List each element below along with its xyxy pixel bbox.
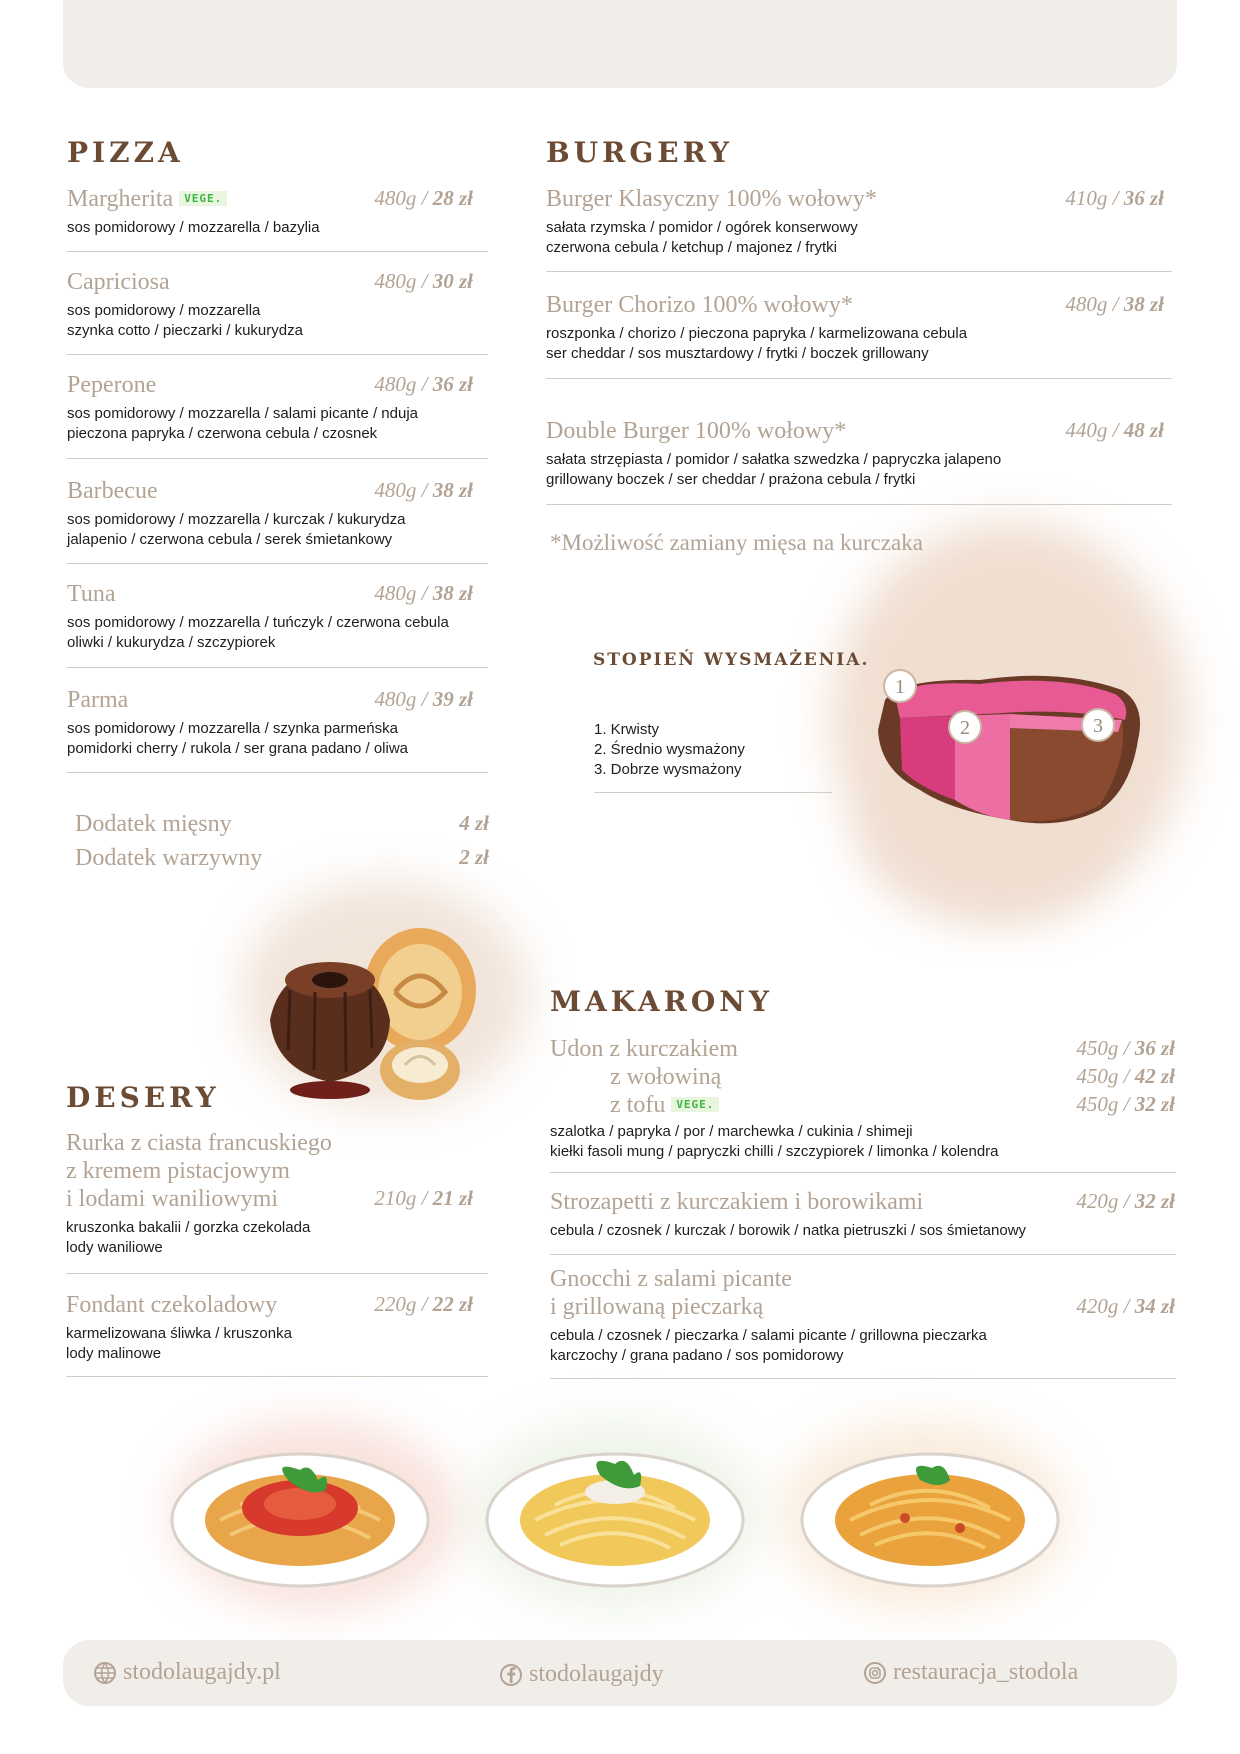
menu-item xyxy=(66,1130,473,1258)
item-price: 210g / 21 zł xyxy=(374,1186,473,1210)
menu-item xyxy=(67,581,473,653)
item-name: Gnocchi z salami picante xyxy=(550,1266,792,1292)
menu-item xyxy=(67,372,473,444)
menu-item xyxy=(546,418,1164,490)
item-name: z wołowiną xyxy=(610,1064,722,1090)
item-name: Udon z kurczakiem xyxy=(550,1036,738,1062)
item-description: sos pomidorowy / mozzarella / salami picante / nduja pieczona papryka / czerwona cebula / czosnek xyxy=(67,405,418,442)
extra-name: Dodatek warzywny xyxy=(75,845,263,871)
item-description: szalotka / papryka / por / marchewka / cukinia / shimeji kiełki fasoli mung / papryczki chilli / szczypiorek / limonka / kolendra xyxy=(550,1123,999,1160)
doneness-level: 3. Dobrze wysmażony xyxy=(594,761,742,778)
burger-note: *Możliwość zamiany mięsa na kurczaka xyxy=(550,530,923,555)
burgery-section-title: BURGERY xyxy=(546,136,734,169)
steak-illustration xyxy=(860,660,1150,840)
menu-item xyxy=(67,478,473,550)
divider xyxy=(550,1172,1176,1173)
divider xyxy=(67,563,488,564)
divider xyxy=(67,458,488,459)
doneness-marker: 3 xyxy=(1093,715,1103,737)
divider xyxy=(67,251,488,252)
menu-item xyxy=(550,1266,1175,1366)
menu-item xyxy=(66,1292,473,1364)
vege-badge: VEGE. xyxy=(671,1097,719,1112)
item-price: 480g / 36 zł xyxy=(374,372,473,396)
item-description: cebula / czosnek / kurczak / borowik / natka pietruszki / sos śmietanowy xyxy=(550,1222,1027,1239)
makarony-section-title: MAKARONY xyxy=(550,985,773,1018)
item-price: 480g / 38 zł xyxy=(1065,292,1164,316)
item-description: sos pomidorowy / mozzarella / tuńczyk / czerwona cebula oliwki / kukurydza / szczypiorek xyxy=(67,614,449,651)
item-name: Barbecue xyxy=(67,478,158,504)
item-name: Burger Klasyczny 100% wołowy* xyxy=(546,186,877,212)
pizza-section-title: PIZZA xyxy=(67,136,184,169)
divider xyxy=(67,772,488,773)
divider xyxy=(546,504,1172,505)
steak-doneness-list xyxy=(594,720,745,780)
divider xyxy=(66,1273,488,1274)
desery-section-title: DESERY xyxy=(66,1081,220,1114)
pizza-extra xyxy=(75,845,489,879)
website-link[interactable] xyxy=(93,1659,281,1686)
pizza-extra xyxy=(75,811,489,845)
item-price: 450g / 32 zł xyxy=(1076,1092,1175,1116)
item-description: sos pomidorowy / mozzarella szynka cotto / pieczarki / kukurydza xyxy=(67,302,303,339)
divider xyxy=(66,1376,488,1377)
item-description: karmelizowana śliwka / kruszonka lody malinowe xyxy=(66,1325,292,1362)
item-description: sos pomidorowy / mozzarella / kurczak / kukurydza jalapenio / czerwona cebula / serek śmietankowy xyxy=(67,511,406,548)
extra-price: 2 zł xyxy=(459,845,489,869)
menu-item xyxy=(546,186,1164,258)
divider xyxy=(550,1254,1176,1255)
item-name: Rurka z ciasta francuskiego xyxy=(66,1130,332,1156)
item-description: kruszonka bakalii / gorzka czekolada lody waniliowe xyxy=(66,1219,311,1256)
item-price: 480g / 30 zł xyxy=(374,269,473,293)
item-name: Burger Chorizo 100% wołowy* xyxy=(546,292,853,318)
menu-item xyxy=(67,186,473,238)
item-description: cebula / czosnek / pieczarka / salami picante / grillowna pieczarka karczochy / grana padano / sos pomidorowy xyxy=(550,1327,987,1364)
divider xyxy=(594,792,832,793)
top-banner xyxy=(63,0,1177,88)
doneness-marker: 1 xyxy=(895,676,905,698)
pasta-plates-illustration xyxy=(160,1420,1060,1620)
item-name: Double Burger 100% wołowy* xyxy=(546,418,847,444)
footer xyxy=(63,1640,1177,1706)
item-price: 480g / 38 zł xyxy=(374,581,473,605)
item-name: Peperone xyxy=(67,372,157,398)
doneness-marker: 2 xyxy=(960,717,970,739)
item-name: i grillowaną pieczarką xyxy=(550,1294,764,1320)
item-name: Fondant czekoladowy xyxy=(66,1292,278,1318)
item-name: z tofu xyxy=(610,1092,666,1118)
item-price: 480g / 28 zł xyxy=(374,186,473,210)
menu-item xyxy=(546,292,1164,364)
item-description: sałata rzymska / pomidor / ogórek konserwowy czerwona cebula / ketchup / majonez / frytki xyxy=(546,219,858,256)
item-price: 480g / 39 zł xyxy=(374,687,473,711)
item-price: 420g / 32 zł xyxy=(1076,1189,1175,1213)
facebook-text: stodolaugajdy xyxy=(529,1661,664,1687)
menu-item xyxy=(67,687,473,759)
item-name: Tuna xyxy=(67,581,116,607)
extra-price: 4 zł xyxy=(459,811,489,835)
extra-name: Dodatek mięsny xyxy=(75,811,232,837)
website-text: stodolaugajdy.pl xyxy=(123,1659,281,1685)
facebook-icon xyxy=(499,1663,523,1687)
facebook-link[interactable] xyxy=(499,1661,664,1688)
item-price: 450g / 36 zł xyxy=(1076,1036,1175,1060)
instagram-link[interactable] xyxy=(863,1659,1078,1686)
instagram-icon xyxy=(863,1661,887,1685)
item-name: Capriciosa xyxy=(67,269,170,295)
item-price: 220g / 22 zł xyxy=(374,1292,473,1316)
instagram-text: restauracja_stodola xyxy=(893,1659,1079,1685)
dessert-illustration xyxy=(260,920,490,1110)
doneness-level: 2. Średnio wysmażony xyxy=(594,741,745,758)
menu-item-udon xyxy=(550,1036,1175,1162)
divider xyxy=(550,1378,1176,1379)
vege-badge: VEGE. xyxy=(179,191,227,206)
item-name: z kremem pistacjowym xyxy=(66,1158,290,1184)
divider xyxy=(67,667,488,668)
divider xyxy=(546,378,1172,379)
item-description: sos pomidorowy / mozzarella / bazylia xyxy=(67,219,320,236)
divider xyxy=(67,354,488,355)
doneness-level: 1. Krwisty xyxy=(594,721,660,738)
item-price: 410g / 36 zł xyxy=(1065,186,1164,210)
item-name: Margherita xyxy=(67,186,174,212)
item-price: 480g / 38 zł xyxy=(374,478,473,502)
steak-doneness-title: STOPIEŃ WYSMAŻENIA. xyxy=(593,650,870,670)
item-name: Strozapetti z kurczakiem i borowikami xyxy=(550,1189,924,1215)
item-description: roszponka / chorizo / pieczona papryka / karmelizowana cebula ser cheddar / sos musztardowy / frytki / boczek grillowany xyxy=(546,325,968,362)
item-name: i lodami waniliowymi xyxy=(66,1186,278,1212)
globe-icon xyxy=(93,1661,117,1685)
item-description: sos pomidorowy / mozzarella / szynka parmeńska pomidorki cherry / rukola / ser grana padano / oliwa xyxy=(67,720,409,757)
item-price: 450g / 42 zł xyxy=(1076,1064,1175,1088)
divider xyxy=(546,271,1172,272)
item-description: sałata strzępiasta / pomidor / sałatka szwedzka / papryczka jalapeno grillowany boczek / ser cheddar / prażona cebula / frytki xyxy=(546,451,1002,488)
item-price: 440g / 48 zł xyxy=(1065,418,1164,442)
menu-item xyxy=(550,1189,1175,1241)
item-name: Parma xyxy=(67,687,129,713)
menu-item xyxy=(67,269,473,341)
item-price: 420g / 34 zł xyxy=(1076,1294,1175,1318)
